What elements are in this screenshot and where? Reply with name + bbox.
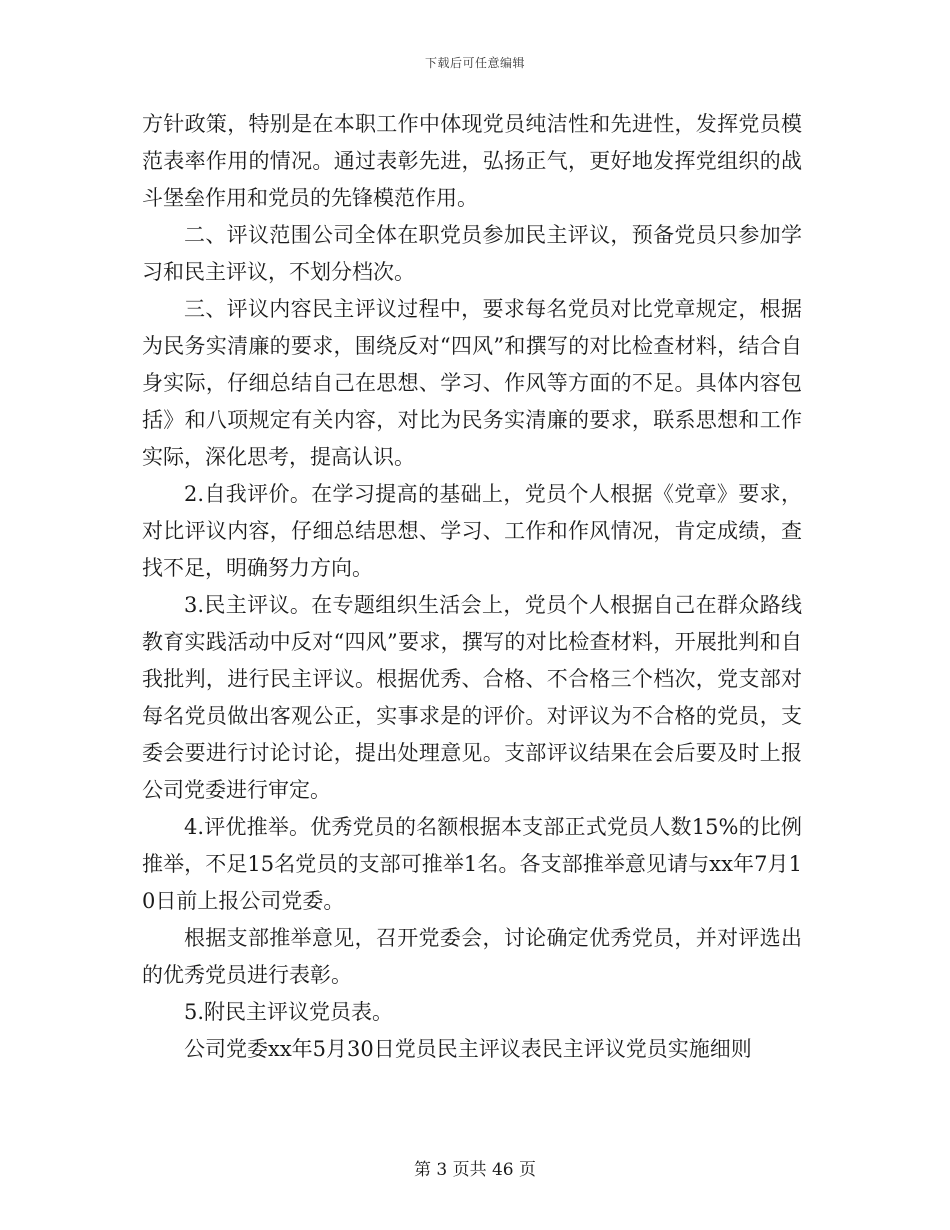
paragraph: 4.评优推举。优秀党员的名额根据本支部正式党员人数15%的比例推举，不足15名党员的支部可推举1名。各支部推举意见请与xx年7月10日前上报公司党委。 (142, 815, 802, 913)
paragraph: 公司党委xx年5月30日党员民主评议表民主评议党员实施细则 (184, 1037, 752, 1061)
paragraph: 二、评议范围公司全体在职党员参加民主评议，预备党员只参加学习和民主评议，不划分档次。 (142, 223, 802, 284)
page-header: 下载后可任意编辑 (424, 56, 525, 70)
paragraph: 根据支部推举意见，召开党委会，讨论确定优秀党员，并对评选出的优秀党员进行表彰。 (142, 926, 802, 987)
paragraph: 3.民主评议。在专题组织生活会上，党员个人根据自己在群众路线教育实践活动中反对“四风”要求，撰写的对比检查材料，开展批判和自我批判，进行民主评议。根据优秀、合格、不合格三个档次，党支部对每名党员做出客观公正，实事求是的评价。对评议为不合格的党员，支委会要进行讨论讨论，提出处理意见。支部评议结果在会后要及时上报公司党委进行审定。 (142, 593, 802, 802)
document-body (142, 106, 802, 1068)
paragraph: 5.附民主评议党员表。 (184, 1000, 394, 1024)
paragraph: 三、评议内容民主评议过程中，要求每名党员对比党章规定，根据为民务实清廉的要求，围绕反对“四风”和撰写的对比检查材料，结合自身实际，仔细总结自己在思想、学习、作风等方面的不足。具体内容包括》和八项规定有关内容，对比为民务实清廉的要求，联系思想和工作实际，深化思考，提高认识。 (142, 297, 802, 469)
paragraph: 2.自我评价。在学习提高的基础上，党员个人根据《党章》要求，对比评议内容，仔细总结思想、学习、工作和作风情况，肯定成绩，查找不足，明确努力方向。 (142, 482, 802, 580)
page-footer: 第 3 页共 46 页 (413, 1160, 537, 1180)
paragraph: 方针政策，特别是在本职工作中体现党员纯洁性和先进性，发挥党员模范表率作用的情况。通过表彰先进，弘扬正气，更好地发挥党组织的战斗堡垒作用和党员的先锋模范作用。 (142, 112, 802, 210)
